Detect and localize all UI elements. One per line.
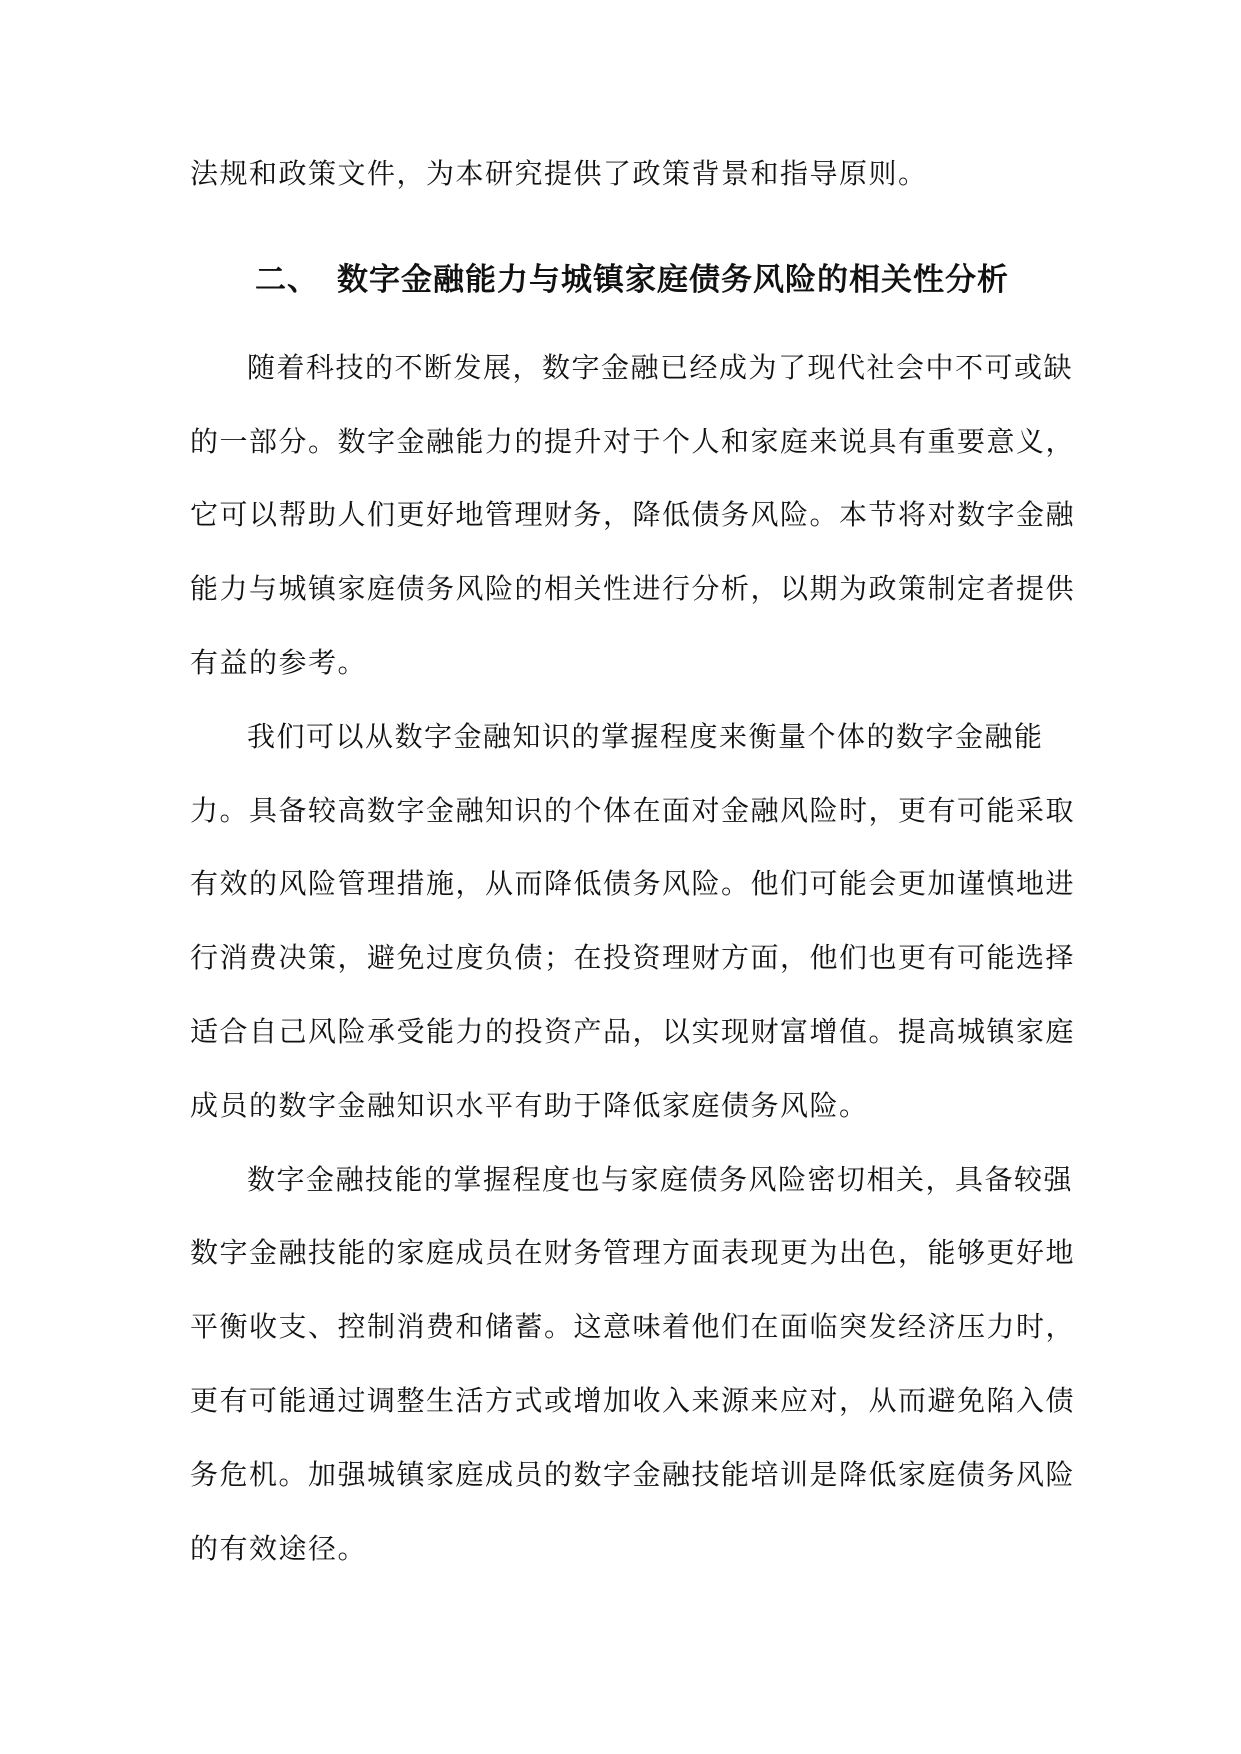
paragraph-line: 行消费决策，避免过度负债；在投资理财方面，他们也更有可能选择	[190, 941, 1076, 974]
paragraph-line: 有益的参考。	[190, 646, 368, 679]
section-number: 二、	[255, 262, 319, 298]
paragraph-line: 能力与城镇家庭债务风险的相关性进行分析，以期为政策制定者提供	[190, 572, 1076, 605]
paragraph-line: 数字金融技能的掌握程度也与家庭债务风险密切相关，具备较强	[247, 1163, 1074, 1196]
section-title: 数字金融能力与城镇家庭债务风险的相关性分析	[337, 262, 1009, 298]
paragraph-line: 有效的风险管理措施，从而降低债务风险。他们可能会更加谨慎地进	[190, 867, 1076, 900]
section-heading	[255, 258, 1009, 302]
paragraph-line: 法规和政策文件，为本研究提供了政策背景和指导原则。	[190, 157, 928, 190]
paragraph-line: 的有效途径。	[190, 1532, 368, 1565]
paragraph-line: 的一部分。数字金融能力的提升对于个人和家庭来说具有重要意义，	[190, 425, 1076, 458]
paragraph-line: 它可以帮助人们更好地管理财务，降低债务风险。本节将对数字金融	[190, 498, 1076, 531]
paragraph-line: 力。具备较高数字金融知识的个体在面对金融风险时，更有可能采取	[190, 794, 1076, 827]
paragraph-line: 我们可以从数字金融知识的掌握程度来衡量个体的数字金融能	[247, 720, 1044, 753]
paragraph-line: 务危机。加强城镇家庭成员的数字金融技能培训是降低家庭债务风险	[190, 1458, 1076, 1491]
paragraph-line: 适合自己风险承受能力的投资产品，以实现财富增值。提高城镇家庭	[190, 1015, 1076, 1048]
paragraph-line: 数字金融技能的家庭成员在财务管理方面表现更为出色，能够更好地	[190, 1236, 1076, 1269]
paragraph-line: 成员的数字金融知识水平有助于降低家庭债务风险。	[190, 1089, 869, 1122]
paragraph-line: 平衡收支、控制消费和储蓄。这意味着他们在面临突发经济压力时，	[190, 1310, 1076, 1343]
paragraph-line: 更有可能通过调整生活方式或增加收入来源来应对，从而避免陷入债	[190, 1384, 1076, 1417]
paragraph-line: 随着科技的不断发展，数字金融已经成为了现代社会中不可或缺	[247, 351, 1074, 384]
